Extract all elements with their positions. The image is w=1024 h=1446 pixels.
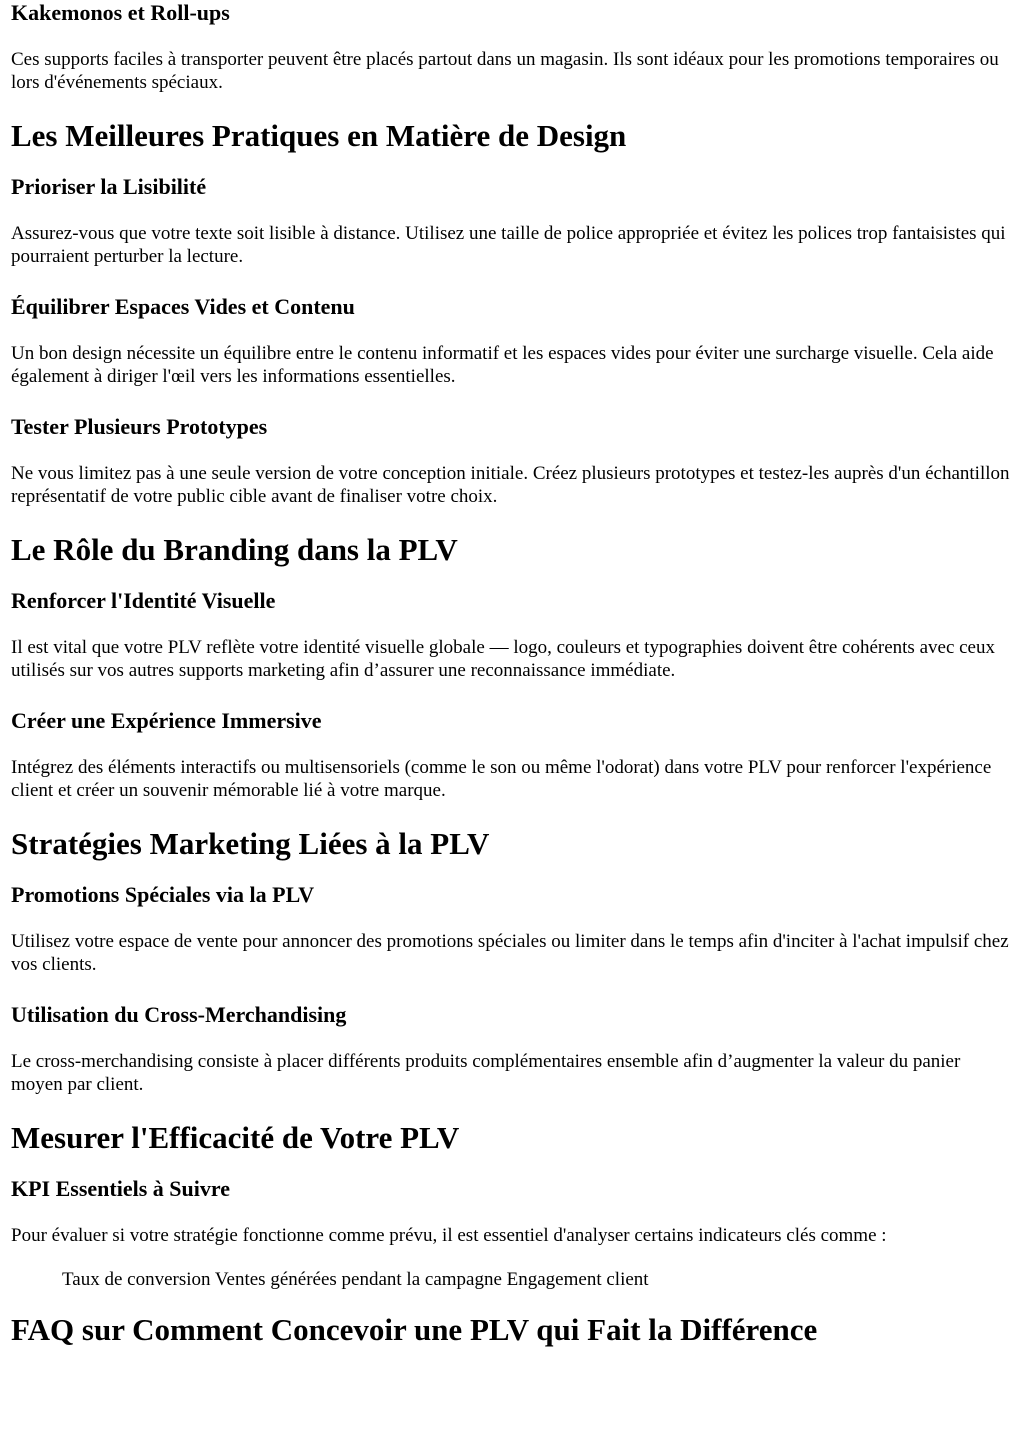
paragraph-equilibre: Un bon design nécessite un équilibre entre le contenu informatif et les espaces vides pour éviter une surcharge visuelle. Cela aide également à diriger l'œil vers les informations essentielles. bbox=[11, 343, 994, 387]
heading-mesure: Mesurer l'Efficacité de Votre PLV bbox=[11, 1120, 460, 1155]
heading-faq: FAQ sur Comment Concevoir une PLV qui Fait la Différence bbox=[11, 1312, 818, 1347]
paragraph-identite: Il est vital que votre PLV reflète votre identité visuelle globale — logo, couleurs et typographies doivent être cohérents avec ceux utilisés sur vos autres supports marketing afin d’assurer une reconnaissance immédiate. bbox=[11, 637, 995, 681]
heading-prototypes: Tester Plusieurs Prototypes bbox=[11, 414, 268, 439]
paragraph-promotions: Utilisez votre espace de vente pour annoncer des promotions spéciales ou limiter dans le temps afin d'inciter à l'achat impulsif chez vos clients. bbox=[11, 931, 1009, 975]
paragraph-kakemonos: Ces supports faciles à transporter peuvent être placés partout dans un magasin. Ils sont idéaux pour les promotions temporaires ou lors d'événements spéciaux. bbox=[11, 49, 999, 93]
heading-lisibilite: Prioriser la Lisibilité bbox=[11, 174, 207, 199]
heading-branding: Le Rôle du Branding dans la PLV bbox=[11, 532, 458, 567]
heading-marketing: Stratégies Marketing Liées à la PLV bbox=[11, 826, 490, 861]
kpi-list: Taux de conversion Ventes générées pendant la campagne Engagement client bbox=[62, 1269, 649, 1290]
paragraph-lisibilite: Assurez-vous que votre texte soit lisible à distance. Utilisez une taille de police appropriée et évitez les polices trop fantaisistes qui pourraient perturber la lecture. bbox=[11, 223, 1006, 267]
heading-design: Les Meilleures Pratiques en Matière de Design bbox=[11, 118, 627, 153]
heading-experience: Créer une Expérience Immersive bbox=[11, 708, 322, 733]
paragraph-experience: Intégrez des éléments interactifs ou multisensoriels (comme le son ou même l'odorat) dans votre PLV pour renforcer l'expérience client et créer un souvenir mémorable lié à votre marque. bbox=[11, 757, 992, 801]
paragraph-cross-merchandising: Le cross-merchandising consiste à placer différents produits complémentaires ensemble afin d’augmenter la valeur du panier moyen par client. bbox=[11, 1051, 961, 1095]
heading-cross-merchandising: Utilisation du Cross-Merchandising bbox=[11, 1002, 347, 1027]
heading-kakemonos: Kakemonos et Roll-ups bbox=[11, 0, 230, 25]
heading-identite: Renforcer l'Identité Visuelle bbox=[11, 588, 276, 613]
heading-promotions: Promotions Spéciales via la PLV bbox=[11, 882, 315, 907]
heading-kpi: KPI Essentiels à Suivre bbox=[11, 1176, 231, 1201]
paragraph-kpi: Pour évaluer si votre stratégie fonctionne comme prévu, il est essentiel d'analyser certains indicateurs clés comme : bbox=[11, 1225, 887, 1246]
paragraph-prototypes: Ne vous limitez pas à une seule version de votre conception initiale. Créez plusieurs prototypes et testez-les auprès d'un échantillon représentatif de votre public cible avant de finaliser votre choix. bbox=[11, 463, 1010, 507]
heading-equilibre: Équilibrer Espaces Vides et Contenu bbox=[11, 294, 355, 319]
